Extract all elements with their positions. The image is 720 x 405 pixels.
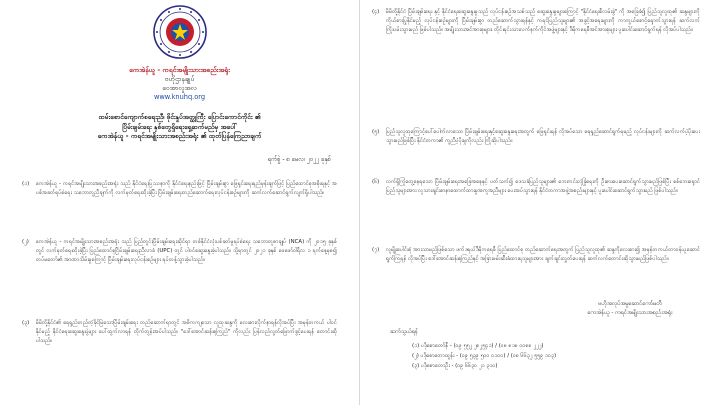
paragraph-text: လူမျိုးပေါင်းစုံ အားသာမည်ဖြစ်သော ဖက်ဒရယ်ဒီမိုကရေစီ ပြည်ထောင်စု တည်ဆောက်ရေးအတွက် ပြည်သူလူထု၏ ဆန္ဒကိုလေးစား၍ အမှန်တကယ်တာဝန်ယူဆောင်ရွက်ကြရန် လိုအပ်ပြီး ဒေါ်အောင်ဆန်းစုကြည်နှင့် အခြားဖမ်းဆီးခံထားရသူများအား ချက်ချင်းလွှတ်ပေးရန် ဆက်လက်တောင်းဆိုသွားမည်ဖြစ်ပါသည်။: [386, 247, 700, 263]
paragraph-text: ကေအဲန်ယူ - ကရင်အမျိုးသားအစည်းအရုံး သည် နိုင်ငံရေးပြဿနာကို နိုင်ငံရေးနည်းဖြင့် ပြိမ်းချမ်းစွာ ဖြေရှင်းရေးရည်မှန်းချက်ဖြင့် ပြည်ထောင်စုအစိုးရနှင့် အပစ်အခတ်ရပ်စဲရေး သဘောတူညီချက်ကို လက်မှတ်ရေးထိုးခဲ့ပြီး ပြိမ်းချမ်းရေးတည်ဆောက်ရေးလုပ်ငန်းစဉ်များကို ဆက်လက်ဆောင်ရွက်လျက်ရှိပါသည်။: [36, 181, 337, 197]
paragraph-number: (၄): [372, 9, 380, 15]
contact-item: (၃) ပဒိုစောတောဦး - (၀၉ ၆၆၃၀ ၂၁ ၃၁၀): [412, 363, 498, 369]
letterhead: [0, 4, 359, 102]
paragraph-text: မိမိတို့နိုင်ငံ၏ ရေရှည်တည်တံ့ခိုင်မြဲသောပြိမ်းချမ်းရေး တည်ဆောက်ရာတွင် အဓိကကျသော လူထုဆန္ဒကို လေးစားလိုက်နာရန်လိုအပ်ပြီး အမှန်တကယ် ပါဝင်နိုင်မည့် နိုင်ငံရေးဆွေးနွေးပွဲများ ပေါ်ထွက်လာရန် တိုက်တွန်းအပ်ပါသည်။ "ဒေါ်အောင်ဆန်းစုကြည်" ကိုလည်း ပြန်လည်လွတ်မြောက်ခွင့်ပေးရန် တောင်းဆိုပါသည်။: [36, 320, 337, 345]
org-name: ကေအဲန်ယူ - ကရင်အမျိုးသားအစည်းအရုံး: [129, 66, 230, 74]
paragraph-5: [372, 128, 700, 146]
signature-block: [570, 300, 690, 318]
paragraph-6: [372, 178, 700, 196]
org-website-link[interactable]: www.knuhq.org: [153, 93, 206, 101]
paragraph-text: ပြည်သူလူထုကြောင့်ပေါ်ပေါက်လာသော ပြိမ်းချမ်းရေးနှင့်ဆွေးနွေးရေးအတွက် ဖြေရှင်းရန် လိုအပ်သော ရေရှည်ဆောင်ရွက်ရမည့် လုပ်ငန်းများကို ဆက်လက်ပံ့ပိုးပေးသွားမည်ဖြစ်ပြီး နိုင်ငံတကာ၏ ကူညီပံ့ပိုးမှုကိုလည်း ကြိုဆိုပါသည်။: [386, 129, 700, 145]
contact-label: ဆက်သွယ်ရန်: [390, 329, 418, 335]
paragraph-text: လက်ရှိကြုံတွေ့နေရသော ပြိမ်းချမ်းရေးအခြေအနေနှင့် ပတ်သက်၍ ဒေသခံပြည်သူများ၏ ဘေးကင်းလုံခြုံရေးကို ဦးစားပေးဆောင်ရွက်သွားမည်ဖြစ်ပြီး စစ်ဘေးရှောင်ပြည်သူများအား လူသားချင်းစာနာထောက်ထားမှုအကူအညီများ ပေးအပ်သွားရန် နိုင်ငံတကာအဖွဲ့အစည်းများနှင့် ပူးပေါင်းဆောင်ရွက်သွားမည် ဖြစ်ပါသည်။: [386, 179, 700, 195]
paragraph-number: (၂): [22, 239, 29, 245]
signer-committee: ဗဟိုအလုပ်အမှုဆောင်ကော်မတီ: [598, 301, 662, 307]
paragraph-text: ကေအဲန်ယူ - ကရင်အမျိုးသားအစည်းအရုံး သည် ပြည်တွင်းပြိမ်းချမ်းရေးဆိုင်ရာ တစ်နိုင်ငံလုံးပစ်ခတ်မှုရပ်စဲရေး သဘောတူစာချုပ် (NCA) ကို ၂၀၁၅ ခုနှစ်တွင် လက်မှတ်ရေးထိုးခဲ့ပြီး ပြည်ထောင်စုငြိမ်းချမ်းရေးညီလာခံ (UPC) တွင် ပါဝင်ဆွေးနွေးခဲ့ပါသည်။ သို့ရာတွင် ၂၀၂၁ ခုနှစ် ဖေဖော်ဝါရီလ ၁ ရက်နေ့မှစ၍ တပ်မတော်၏ အာဏာသိမ်းမှုကြောင့် ပြိမ်းချမ်းရေးလုပ်ငန်းစဉ်များ ရပ်တန့်သွားခဲ့ပါသည်။: [36, 239, 337, 264]
dateline: ရက်စွဲ - ၈ မေလ၊ ၂၀၂၂ ခုနှစ်: [267, 156, 331, 163]
org-office: ဝေအာလူအလ: [162, 84, 197, 92]
paragraph-1: [22, 180, 337, 198]
contact-list: [412, 341, 556, 371]
paragraph-4: [372, 8, 700, 36]
paragraph-number: (၇): [372, 247, 380, 253]
title-line-2: ပြိမ်းချမ်းရေး နှစ်တွေရှိရေးရှေ့ဆက်မည်မှ အပေါ်: [122, 122, 237, 131]
paragraph-2: [22, 238, 337, 266]
right-page: [360, 0, 720, 405]
title-line-1: ထမ်းစောင်ကျောက်စရေးညီ၊ ဖိုင်းနှုပ်အတ္ထုကြီး ပြောင်းကောင်ကိုင်း ၏: [98, 113, 261, 121]
statement-title: [20, 113, 339, 142]
knu-seal-logo: [152, 4, 208, 60]
paragraph-7: [372, 246, 700, 264]
contact-item: (၁) ပဒိုစောတော်နီ - (၀၉ ၅၅၂ ၂၈၂၅၄၁) / (၀၈ ၈၁၈ ၀၀၈၈ ၂၂၂): [412, 343, 544, 349]
paragraph-number: (၆): [372, 179, 380, 185]
paragraph-number: (၁): [22, 181, 30, 187]
title-line-3: ကေအဲန်ယူ - ကရင်အမျိုးသားအစည်းအရုံး ၏ ထုတ်ပြန်ကြေညာချက်: [97, 132, 262, 140]
paragraph-text: မိမိတို့နိုင်ငံ ပြိမ်းချမ်းရေး နှင့် နိုင်ငံရေးဆွေးနွေးမှုသည် လုပ်ငန်းစဉ်အသစ်သည် ဆွေးနွေးမှုများကြောင့် "နိုင်ငံရေးစီလမ်းခွဲ" ကို အခြေခံ၍ ပြည်သူလူထု၏ ဆန္ဒများကို ကိုယ်စားပြုနိုင်မည့် လုပ်ငန်းစဉ်များကို ပြိမ်းချမ်းစွာ တည်ဆောက်သွားရန်နှင့် ကရင်ပြည်သူများ၏ အခွင့်အရေးများကို ကာကွယ်စောင့်ရှောက်သွားရန် ဆက်လက်ကြိုးပမ်းသွားမည် ဖြစ်ပါသည်။ အမျိုးသားအင်အားစုများ၊ တိုင်းရင်းသားလက်နက်ကိုင်အဖွဲ့များနှင့် ဒီမိုကရေစီအင်အားစုများ ပူးပေါင်းဆောင်ရွက်ရန် လိုအပ်ပါသည်။: [386, 9, 700, 34]
org-dept: ဗဟိုဌာနချုပ်: [164, 75, 195, 83]
paragraph-number: (၃): [22, 320, 30, 326]
contact-item: (၂) ပဒိုစောတောထွန်း - (၀၉ ၅၃၉ ၅၀၀ ၀၁၀၀) / (၀၈ ၆၆၃၂ ၅၅၉ ၁၀၃): [412, 353, 557, 359]
signer-org: ကေအဲန်ယူ - ကရင်အမျိုးသားအစည်းအရုံး: [587, 310, 673, 316]
paragraph-3: [22, 319, 337, 347]
paragraph-number: (၅): [372, 129, 380, 135]
